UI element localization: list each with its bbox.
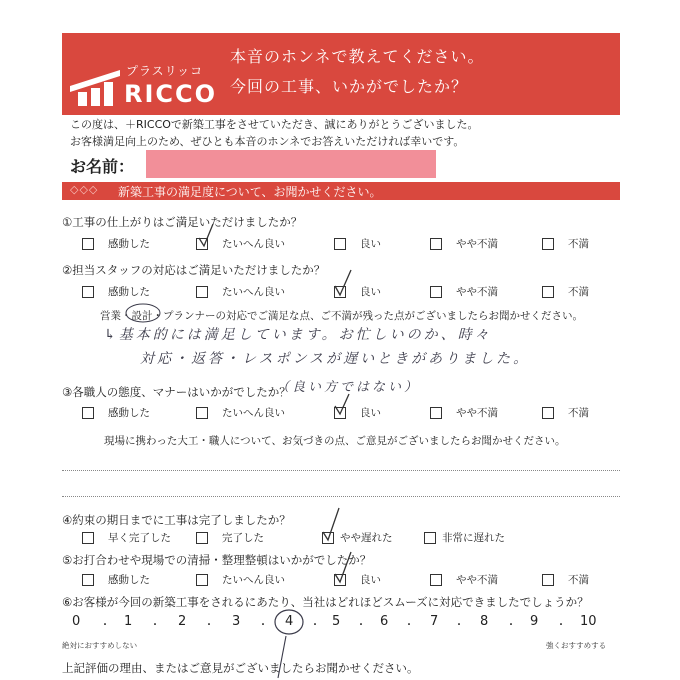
checkbox[interactable]	[196, 407, 208, 419]
checkbox[interactable]	[542, 574, 554, 586]
scale-number[interactable]: 3	[232, 614, 241, 629]
checkbox[interactable]	[82, 286, 94, 298]
header-title: 本音のホンネで教えてください。	[230, 47, 485, 66]
checkbox[interactable]	[430, 574, 442, 586]
header-subtitle: 今回の工事、いかがでしたか？	[230, 77, 469, 96]
q5-option[interactable]: 良い	[334, 572, 381, 587]
name-label: お名前：	[70, 157, 135, 176]
intro-line: この度は、＋RICCOで新築工事をさせていただき、誠にありがとうございました。	[70, 118, 479, 131]
q3-option[interactable]: 良い	[334, 405, 381, 420]
scale-number[interactable]: 10	[580, 614, 597, 629]
checkbox[interactable]	[196, 532, 208, 544]
q2-followup: 営業・設計・プランナーの対応でご満足な点、ご不満が残った点がございましたらお聞かせください。	[100, 310, 583, 322]
q4-option[interactable]: 早く完了した	[82, 530, 171, 545]
scale-number[interactable]: 7	[430, 614, 439, 629]
scale-number[interactable]: 5	[332, 614, 341, 629]
answer-line	[62, 496, 620, 497]
answer-line	[62, 470, 620, 471]
scale-separator: ・	[100, 620, 110, 631]
q5-option[interactable]: やや不満	[430, 572, 498, 587]
q1-option[interactable]: やや不満	[430, 236, 498, 251]
q2-option[interactable]: やや不満	[430, 284, 498, 299]
checkbox[interactable]	[196, 574, 208, 586]
q3-option[interactable]: やや不満	[430, 405, 498, 420]
checkbox[interactable]	[542, 286, 554, 298]
scale-separator: ・	[150, 620, 160, 631]
scale-number[interactable]: 8	[480, 614, 489, 629]
scale-separator: ・	[404, 620, 414, 631]
q4-option[interactable]: 非常に遅れた	[424, 530, 505, 545]
checkbox[interactable]	[424, 532, 436, 544]
question-5: ⑤お打合わせや現場での清掃・整理整頓はいかがでしたか？	[62, 553, 372, 567]
handwritten-answer: ↳基本的には満足しています。お忙しいのか、時々	[104, 327, 492, 343]
scale-number[interactable]: 0	[72, 614, 81, 629]
scale-separator: ・	[556, 620, 566, 631]
checkbox[interactable]	[542, 407, 554, 419]
scale-number[interactable]: 2	[178, 614, 187, 629]
q5-option[interactable]: 感動した	[82, 572, 150, 587]
q1-option[interactable]: 感動した	[82, 236, 150, 251]
scale-separator: ・	[310, 620, 320, 631]
q5-option[interactable]: たいへん良い	[196, 572, 285, 587]
q4-option[interactable]: 完了した	[196, 530, 264, 545]
q3-option[interactable]: 感動した	[82, 405, 150, 420]
section-title: 新築工事の満足度について、お聞かせください。	[118, 185, 382, 199]
q3-followup: 現場に携わった大工・職人について、お気づきの点、ご意見がございましたらお聞かせください。	[104, 435, 566, 447]
q5-option[interactable]: 不満	[542, 572, 589, 587]
question-4: ④約束の期日までに工事は完了しましたか？	[62, 513, 291, 527]
name-redaction	[146, 150, 436, 178]
scale-separator: ・	[454, 620, 464, 631]
checkbox[interactable]	[82, 407, 94, 419]
checkbox[interactable]	[430, 238, 442, 250]
scale-low-label: 絶対におすすめしない	[62, 641, 138, 650]
q1-option[interactable]: 不満	[542, 236, 589, 251]
handwritten-answer: 対応・返答・レスポンスが遅いときがありました。	[140, 351, 531, 367]
section-deco: ◇◇◇	[70, 183, 99, 196]
checkbox[interactable]	[82, 238, 94, 250]
scale-separator: ・	[204, 620, 214, 631]
q3-option[interactable]: 不満	[542, 405, 589, 420]
scale-separator: ・	[506, 620, 516, 631]
checkbox[interactable]	[334, 238, 346, 250]
question-1: ①工事の仕上がりはご満足いただけましたか？	[62, 215, 303, 229]
q1-option[interactable]: 良い	[334, 236, 381, 251]
checkbox[interactable]	[430, 286, 442, 298]
intro-line: お客様満足向上のため、ぜひとも本音のホンネでお答えいただければ幸いです。	[70, 135, 465, 148]
checkbox[interactable]	[430, 407, 442, 419]
handwritten-note: （良い方ではない）	[276, 380, 421, 395]
handwritten-check-icon	[332, 392, 352, 418]
handwritten-circle-icon	[124, 302, 162, 324]
brand-kana: プラスリッコ	[126, 64, 204, 78]
checkbox[interactable]	[196, 286, 208, 298]
scale-number[interactable]: 6	[380, 614, 389, 629]
q2-option[interactable]: 良い	[334, 284, 381, 299]
question-6: ⑥お客様が今回の新築工事をされるにあたり、当社はどれほどスムーズに対応できましたでしょうか？	[62, 595, 589, 609]
q2-option[interactable]: たいへん良い	[196, 284, 285, 299]
brand-name: RICCO	[124, 80, 218, 108]
handwritten-check-icon	[332, 550, 354, 584]
scale-number[interactable]: 1	[124, 614, 133, 629]
scale-number[interactable]: 9	[530, 614, 539, 629]
house-logo-icon	[70, 68, 120, 108]
q2-option[interactable]: 不満	[542, 284, 589, 299]
q3-option[interactable]: たいへん良い	[196, 405, 285, 420]
handwritten-check-icon	[320, 506, 342, 542]
scale-number-selected[interactable]: 4	[285, 614, 294, 629]
question-2: ②担当スタッフの対応はご満足いただけましたか？	[62, 263, 326, 277]
scale-separator: ・	[258, 620, 268, 631]
checkbox[interactable]	[542, 238, 554, 250]
handwritten-check-icon	[332, 268, 354, 298]
question-3: ③各職人の態度、マナーはいかがでしたか？	[62, 385, 291, 399]
checkbox[interactable]	[82, 574, 94, 586]
scale-separator: ・	[356, 620, 366, 631]
q1-option[interactable]: たいへん良い	[196, 236, 285, 251]
handwritten-check-icon	[196, 222, 216, 250]
checkbox[interactable]	[82, 532, 94, 544]
q4-option[interactable]: やや遅れた	[322, 530, 393, 545]
reason-prompt: 上記評価の理由、またはご意見がございましたらお聞かせください。	[62, 661, 419, 675]
q2-option[interactable]: 感動した	[82, 284, 150, 299]
scale-high-label: 強くおすすめする	[546, 641, 607, 650]
